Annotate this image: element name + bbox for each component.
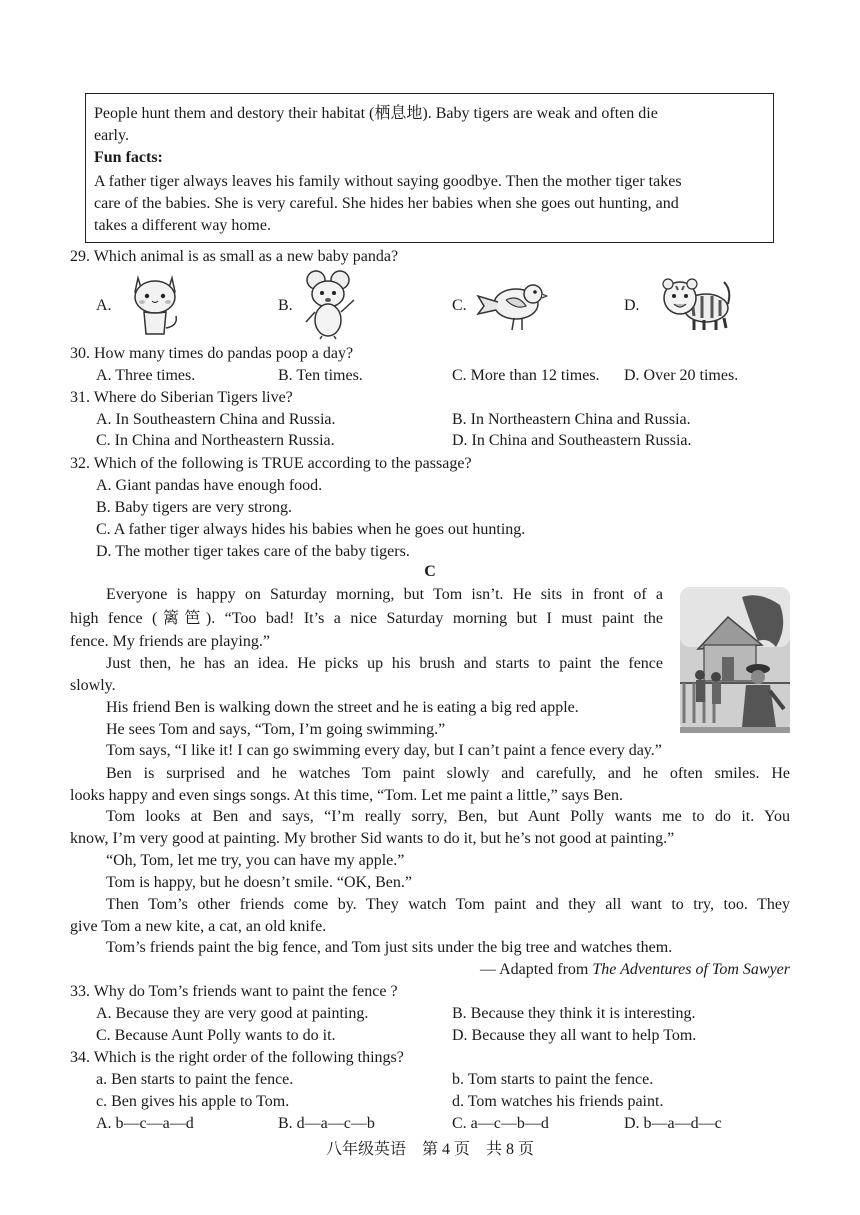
q32-option-b: B. Baby tigers are very strong. (96, 499, 292, 516)
passage-line: Just then, he has an idea. He picks up his brush and starts to paint the fence (106, 655, 663, 672)
q30-option-d: D. Over 20 times. (624, 367, 739, 384)
passage-line: He sees Tom and says, “Tom, I’m going swimming.” (106, 721, 446, 738)
q29-option-d: D. (624, 297, 640, 314)
q30-option-c: C. More than 12 times. (452, 367, 600, 384)
q30-option-b: B. Ten times. (278, 367, 363, 384)
q33-option-c: C. Because Aunt Polly wants to do it. (96, 1027, 336, 1044)
passage-line: Tom says, “I like it! I can go swimming every day, but I can’t paint a fence every day.” (106, 742, 662, 759)
q32-option-d: D. The mother tiger takes care of the baby tigers. (96, 543, 410, 560)
q34-item-c: c. Ben gives his apple to Tom. (96, 1093, 290, 1110)
q34-item-b: b. Tom starts to paint the fence. (452, 1071, 654, 1088)
passage-line: looks happy and even sings songs. At this time, “Tom. Let me paint a little,” says Ben. (70, 787, 624, 804)
source-attribution (480, 960, 790, 980)
passage-line: Tom looks at Ben and says, “I’m really sorry, Ben, but Aunt Polly wants me to do it. You (106, 808, 790, 825)
q32-option-c: C. A father tiger always hides his babies when he goes out hunting. (96, 521, 526, 538)
passage-line: know, I’m very good at painting. My brother Sid wants to do it, but he’s not good at painting.” (70, 830, 675, 847)
box-line-1: People hunt them and destory their habitat (栖息地). Baby tigers are weak and often die (94, 105, 658, 122)
passage-line: slowly. (70, 677, 116, 694)
q30-stem: 30. How many times do pandas poop a day? (70, 345, 354, 362)
q32-option-a: A. Giant pandas have enough food. (96, 477, 323, 494)
passage-line: Tom’s friends paint the big fence, and Tom just sits under the big tree and watches them. (106, 939, 673, 956)
q34-option-a: A. b—c—a—d (96, 1115, 194, 1132)
cat-icon (128, 270, 182, 343)
box-line-2: early. (94, 127, 129, 144)
tom-sawyer-illustration (680, 587, 790, 738)
q34-option-b: B. d—a—c—b (278, 1115, 375, 1132)
q29-option-c: C. (452, 297, 467, 314)
passage-line: Everyone is happy on Saturday morning, but Tom isn’t. He sits in front of a (106, 586, 663, 603)
q34-item-a: a. Ben starts to paint the fence. (96, 1071, 294, 1088)
mouse-icon (300, 268, 360, 345)
q30-option-a: A. Three times. (96, 367, 196, 384)
q31-option-b: B. In Northeastern China and Russia. (452, 411, 691, 428)
fun-facts-title: Fun facts: (94, 149, 163, 166)
q33-stem: 33. Why do Tom’s friends want to paint the fence ? (70, 983, 398, 1000)
page-footer: 八年级英语 第 4 页 共 8 页 (325, 1141, 534, 1158)
passage-line: high fence (篱笆). “Too bad! It’s a nice Saturday morning but I must paint the (70, 610, 663, 627)
passage-line: Then Tom’s other friends come by. They watch Tom paint and they all want to try, too. They (106, 896, 790, 913)
q33-option-b: B. Because they think it is interesting. (452, 1005, 696, 1022)
q34-option-c: C. a—c—b—d (452, 1115, 549, 1132)
q31-stem: 31. Where do Siberian Tigers live? (70, 389, 293, 406)
q31-option-a: A. In Southeastern China and Russia. (96, 411, 336, 428)
source-title: The Adventures of Tom Sawyer (592, 961, 790, 978)
q31-option-c: C. In China and Northeastern Russia. (96, 432, 335, 449)
passage-line: His friend Ben is walking down the street and he is eating a big red apple. (106, 699, 579, 716)
q34-stem: 34. Which is the right order of the following things? (70, 1049, 404, 1066)
q29-stem: 29. Which animal is as small as a new baby panda? (70, 248, 399, 265)
section-c-title: C (424, 563, 436, 580)
source-prefix: — Adapted from (479, 961, 593, 978)
q31-option-d: D. In China and Southeastern Russia. (452, 432, 692, 449)
q34-item-d: d. Tom watches his friends paint. (452, 1093, 664, 1110)
tiger-icon (658, 270, 732, 339)
passage-line: fence. My friends are playing.” (70, 633, 270, 650)
q33-option-a: A. Because they are very good at painting. (96, 1005, 369, 1022)
q29-option-a: A. (96, 297, 112, 314)
box-line-5: takes a different way home. (94, 217, 271, 234)
passage-line: Ben is surprised and he watches Tom paint slowly and carefully, and he often smiles. He (106, 765, 790, 782)
q32-stem: 32. Which of the following is TRUE according to the passage? (70, 455, 472, 472)
q29-option-b: B. (278, 297, 293, 314)
q34-option-d: D. b—a—d—c (624, 1115, 722, 1132)
passage-line: “Oh, Tom, let me try, you can have my apple.” (106, 852, 405, 869)
box-line-3: A father tiger always leaves his family without saying goodbye. Then the mother tiger takes (94, 173, 682, 190)
box-line-4: care of the babies. She is very careful. She hides her babies when she goes out hunting, and (94, 195, 679, 212)
passage-line: Tom is happy, but he doesn’t smile. “OK, Ben.” (106, 874, 412, 891)
bird-icon (476, 276, 548, 339)
passage-line: give Tom a new kite, a cat, an old knife. (70, 918, 327, 935)
q33-option-d: D. Because they all want to help Tom. (452, 1027, 697, 1044)
